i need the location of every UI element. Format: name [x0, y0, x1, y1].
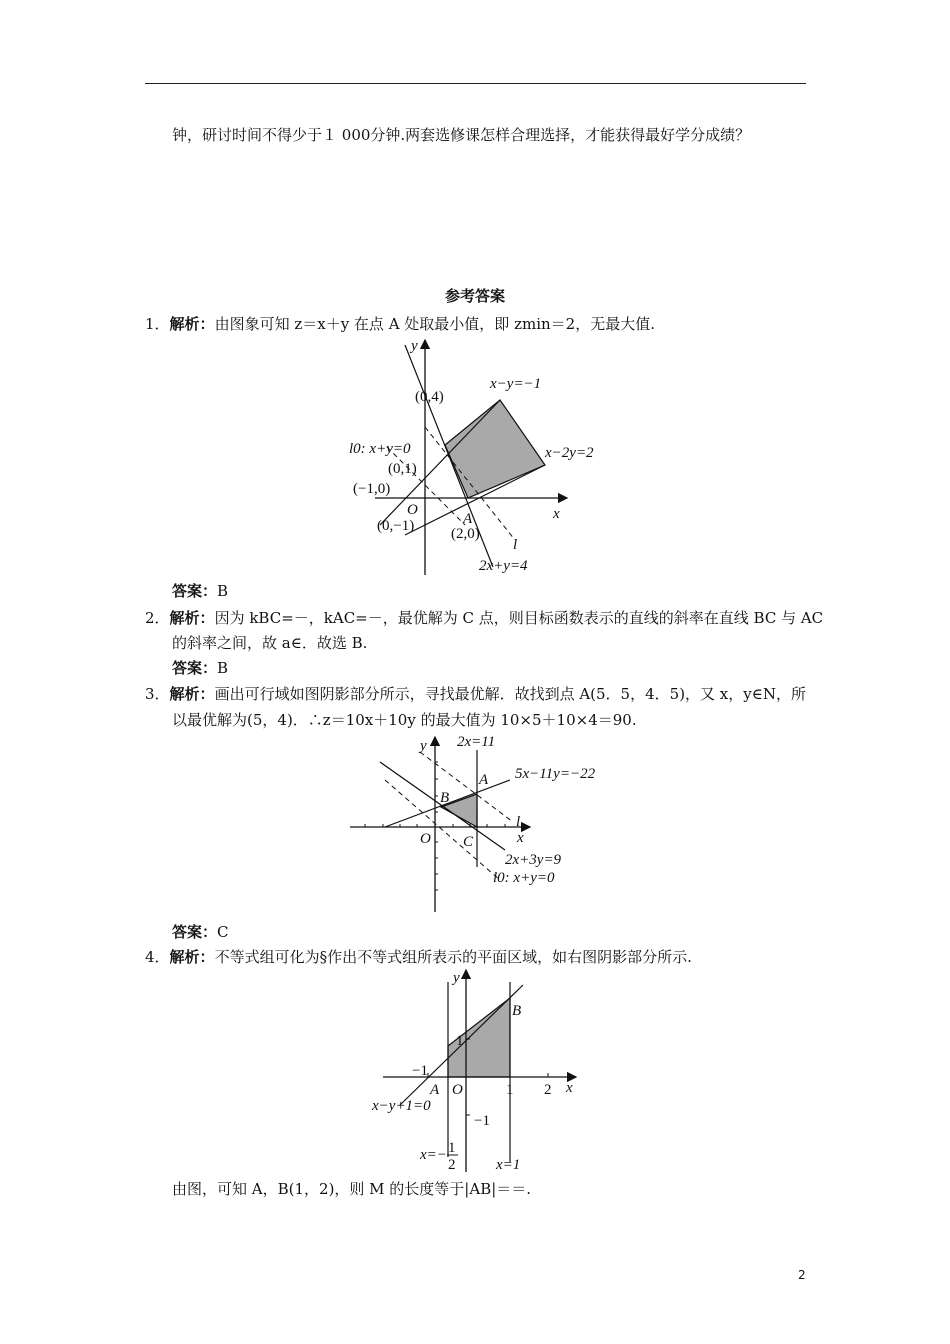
q4-label-11: x=− — [420, 1147, 447, 1163]
q1-answer-label: 答案： — [172, 582, 218, 600]
q1-label-9: (0,1) — [388, 461, 417, 477]
q3-label-5: C — [463, 834, 474, 850]
q2-text1: 因为 kBC=－，kAC=－，最优解为 C 点，则目标函数表示的直线的斜率在直线 BC 与 AC — [214, 609, 824, 627]
q4-label-8: 1 — [456, 1033, 464, 1049]
q1-label-7: x−2y=2 — [545, 445, 594, 461]
q1-label-6: x−y=−1 — [490, 376, 542, 392]
q1-label-2: O — [407, 502, 418, 518]
q2-line2: 的斜率之间，故 a∈．故选 B. — [172, 634, 368, 652]
q4-label-13: 2 — [448, 1157, 456, 1172]
q3-num: 3． — [145, 685, 170, 703]
q3-text1: 画出可行域如图阴影部分所示，寻找最优解．故找到点 A(5．5，4．5)，又 x，y∈N，所 — [214, 685, 806, 703]
q1-figure — [335, 335, 605, 580]
section-title: 参考答案 — [444, 287, 505, 305]
q2-num: 2． — [145, 609, 170, 627]
q1-line — [145, 313, 655, 335]
q1-label-13: 2x+y=4 — [479, 558, 528, 574]
q1-label: 解析： — [169, 315, 215, 333]
q3-answer-value: C — [217, 923, 229, 941]
q1-text: 由图象可知 z＝x＋y 在点 A 处取最小值，即 zmin＝2，无最大值. — [214, 315, 655, 333]
page-number: 2 — [798, 1268, 806, 1282]
q2-label: 解析： — [169, 609, 215, 627]
header-rule — [145, 83, 806, 84]
q3-line2: 以最优解为(5，4)．∴z＝10x＋10y 的最大值为 10×5＋10×4＝90. — [172, 711, 637, 729]
q3-answer-label: 答案： — [172, 923, 218, 941]
q2-answer-label: 答案： — [172, 659, 218, 677]
q2-answer-value: B — [217, 659, 229, 677]
q4-label-5: 1 — [506, 1082, 514, 1098]
q4-label-2: O — [452, 1082, 463, 1098]
q4-label-6: 2 — [544, 1082, 552, 1098]
q3-label-0: y — [420, 738, 427, 754]
q4-line — [145, 946, 692, 968]
q3-label-4: B — [440, 790, 450, 806]
q3-label-9: 2x+3y=9 — [505, 852, 562, 868]
q3-line1 — [145, 683, 806, 705]
q4-conclusion: 由图，可知 A，B(1，2)，则 M 的长度等于|AB|＝＝. — [172, 1180, 532, 1198]
q3-label-7: 2x=11 — [457, 734, 496, 750]
q1-label-4: l — [513, 537, 518, 553]
q1-label-3: A — [463, 511, 473, 527]
q1-label-11: (0,−1) — [377, 518, 415, 534]
q3-label-3: A — [479, 772, 489, 788]
q3-label-2: O — [420, 831, 431, 847]
q1-answer — [172, 580, 228, 602]
q2-answer — [172, 657, 228, 679]
q4-num: 4． — [145, 948, 170, 966]
q3-label-10: l0: x+y=0 — [493, 870, 555, 886]
q4-label-10: x−y+1=0 — [372, 1098, 431, 1114]
q4-label-9: −1 — [474, 1113, 490, 1129]
intro-line: 钟，研讨时间不得少于１ 000分钟.两套选修课怎样合理选择，才能获得最好学分成绩？ — [172, 126, 751, 144]
q1-label-10: (−1,0) — [353, 481, 391, 497]
q4-label-12: 1 — [448, 1140, 456, 1156]
q4-text: 不等式组可化为§作出不等式组所表示的平面区域，如右图阴影部分所示. — [214, 948, 692, 966]
q3-answer — [172, 921, 229, 943]
q3-label-6: l — [516, 814, 521, 830]
q1-label-12: (2,0) — [451, 526, 480, 542]
q1-label-5: (0,4) — [415, 389, 444, 405]
q2-line1 — [145, 607, 823, 629]
q4-figure — [368, 967, 588, 1172]
q1-label-0: y — [411, 338, 418, 354]
q3-label-8: 5x−11y=−22 — [515, 766, 596, 782]
q4-label-3: A — [430, 1082, 440, 1098]
q1-label-1: x — [553, 506, 560, 522]
q4-label: 解析： — [169, 948, 215, 966]
q4-label-4: B — [512, 1003, 522, 1019]
q1-num: 1． — [145, 315, 170, 333]
q4-label-0: y — [453, 970, 460, 986]
q3-figure — [345, 732, 615, 917]
q3-label: 解析： — [169, 685, 215, 703]
q4-label-14: x=1 — [496, 1157, 521, 1172]
q1-answer-value: B — [217, 582, 229, 600]
q3-label-1: x — [517, 830, 524, 846]
q4-label-1: x — [566, 1080, 573, 1096]
q1-label-8: l0: x+y=0 — [349, 441, 411, 457]
q4-label-7: −1 — [412, 1063, 428, 1079]
